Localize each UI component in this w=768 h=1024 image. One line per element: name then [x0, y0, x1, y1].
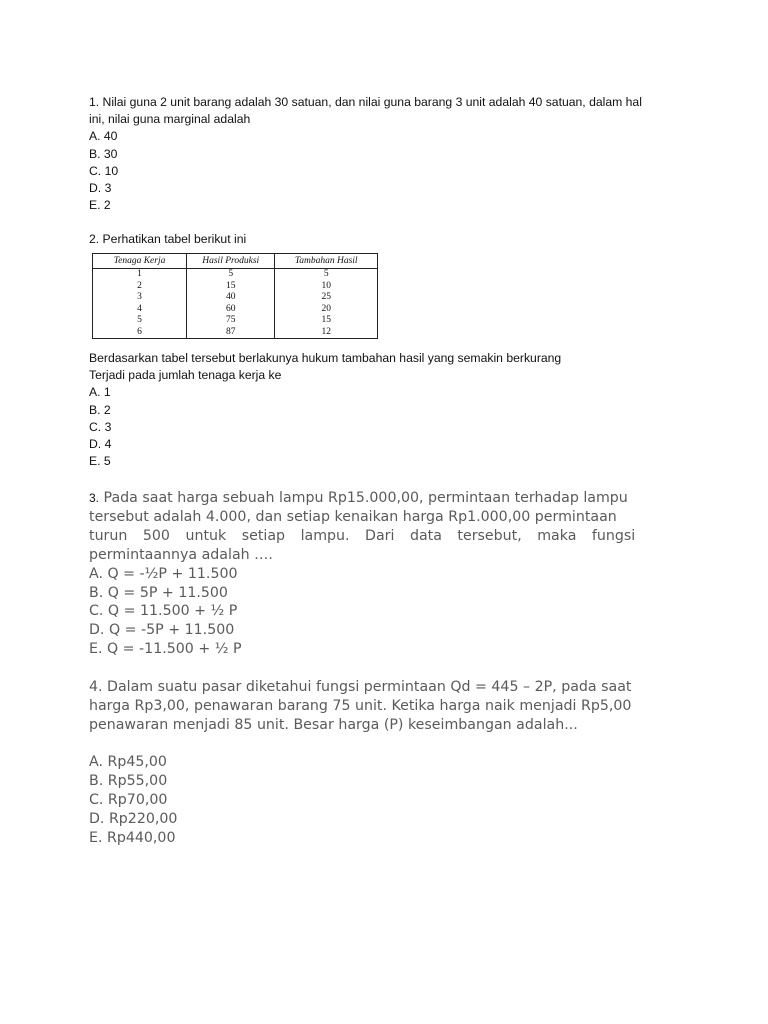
question-4-option-b: B. Rp55,00 [89, 772, 168, 789]
question-4-text-line-1: 4. Dalam suatu pasar diketahui fungsi permintaan Qd = 445 – 2P, pada saat [89, 679, 632, 695]
question-2-body [89, 350, 561, 470]
question-2-option-d: D. 4 [89, 437, 112, 452]
question-2-option-e: E. 5 [89, 454, 111, 469]
table-header-hasil-produksi: Hasil Produksi [187, 254, 275, 269]
question-3-option-a: A. Q = -½P + 11.500 [89, 565, 238, 582]
question-2-title-text: 2. Perhatikan tabel berikut ini [89, 232, 247, 246]
table-row [93, 315, 378, 327]
table-cell: 75 [187, 315, 275, 327]
table-cell: 6 [93, 327, 187, 339]
question-3-text: Pada saat harga sebuah lampu Rp15.000,00, permintaan terhadap lampu [103, 490, 628, 506]
table-row [93, 269, 378, 281]
table-cell: 60 [187, 304, 275, 316]
table-cell: 5 [187, 269, 275, 281]
table-cell: 5 [93, 315, 187, 327]
table-header-tenaga-kerja: Tenaga Kerja [93, 254, 187, 269]
table-header-row [93, 254, 378, 269]
question-2-title [89, 231, 246, 248]
question-3-text-line-4: permintaannya adalah …. [89, 546, 273, 563]
table-cell: 10 [275, 281, 378, 293]
question-3-text-line-3: turun 500 untuk setiap lampu. Dari data tersebut, maka fungsi [89, 527, 636, 544]
table-cell: 87 [187, 327, 275, 339]
table-row [93, 281, 378, 293]
question-2-text-line-1: Berdasarkan tabel tersebut berlakunya hukum tambahan hasil yang semakin berkurang [89, 351, 562, 365]
question-3-option-d: D. Q = -5P + 11.500 [89, 622, 235, 639]
question-1 [89, 94, 642, 214]
question-4-text-line-3: penawaran menjadi 85 unit. Besar harga (P) keseimbangan adalah... [89, 716, 578, 733]
question-2-option-b: B. 2 [89, 402, 111, 417]
question-1-option-b: B. 30 [89, 146, 118, 161]
question-1-option-d: D. 3 [89, 181, 112, 196]
table-header-tambahan-hasil: Tambahan Hasil [275, 254, 378, 269]
question-3 [89, 489, 677, 659]
question-3-option-b: B. Q = 5P + 11.500 [89, 584, 228, 601]
table-cell: 25 [275, 292, 378, 304]
question-2-option-a: A. 1 [89, 385, 111, 400]
question-4 [89, 678, 631, 735]
table-row [93, 292, 378, 304]
production-table [92, 253, 378, 339]
question-1-option-a: A. 40 [89, 129, 118, 144]
question-3-option-c: C. Q = 11.500 + ½ P [89, 603, 238, 620]
question-1-text-line-1: 1. Nilai guna 2 unit barang adalah 30 satuan, dan nilai guna barang 3 unit adalah 40 satuan, dalam hal [89, 95, 642, 109]
table-cell: 5 [275, 269, 378, 281]
table-cell: 15 [275, 315, 378, 327]
question-4-option-a: A. Rp45,00 [89, 754, 167, 770]
table-cell: 20 [275, 304, 378, 316]
table-cell: 12 [275, 327, 378, 339]
question-3-text-line-2: tersebut adalah 4.000, dan setiap kenaikan harga Rp1.000,00 permintaan [89, 508, 617, 525]
question-2-text-line-2: Terjadi pada jumlah tenaga kerja ke [89, 368, 282, 383]
table-cell: 2 [93, 281, 187, 293]
question-4-option-e: E. Rp440,00 [89, 829, 176, 846]
table-cell: 40 [187, 292, 275, 304]
table-row [93, 327, 378, 339]
table-row [93, 304, 378, 316]
table-cell: 15 [187, 281, 275, 293]
question-3-text-line-1 [89, 489, 677, 508]
question-1-option-e: E. 2 [89, 198, 111, 213]
question-4-text-line-2: harga Rp3,00, penawaran barang 75 unit. Ketika harga naik menjadi Rp5,00 [89, 697, 632, 714]
table-cell: 4 [93, 304, 187, 316]
question-1-option-c: C. 10 [89, 163, 119, 178]
table-cell: 1 [93, 269, 187, 281]
table-cell: 3 [93, 292, 187, 304]
question-4-options [89, 753, 177, 848]
question-1-text-line-2: ini, nilai guna marginal adalah [89, 112, 251, 127]
question-3-option-e: E. Q = -11.500 + ½ P [89, 641, 242, 658]
question-4-option-c: C. Rp70,00 [89, 791, 168, 808]
question-2-option-c: C. 3 [89, 419, 112, 434]
question-3-number: 3. [89, 491, 100, 505]
question-4-option-d: D. Rp220,00 [89, 810, 178, 827]
